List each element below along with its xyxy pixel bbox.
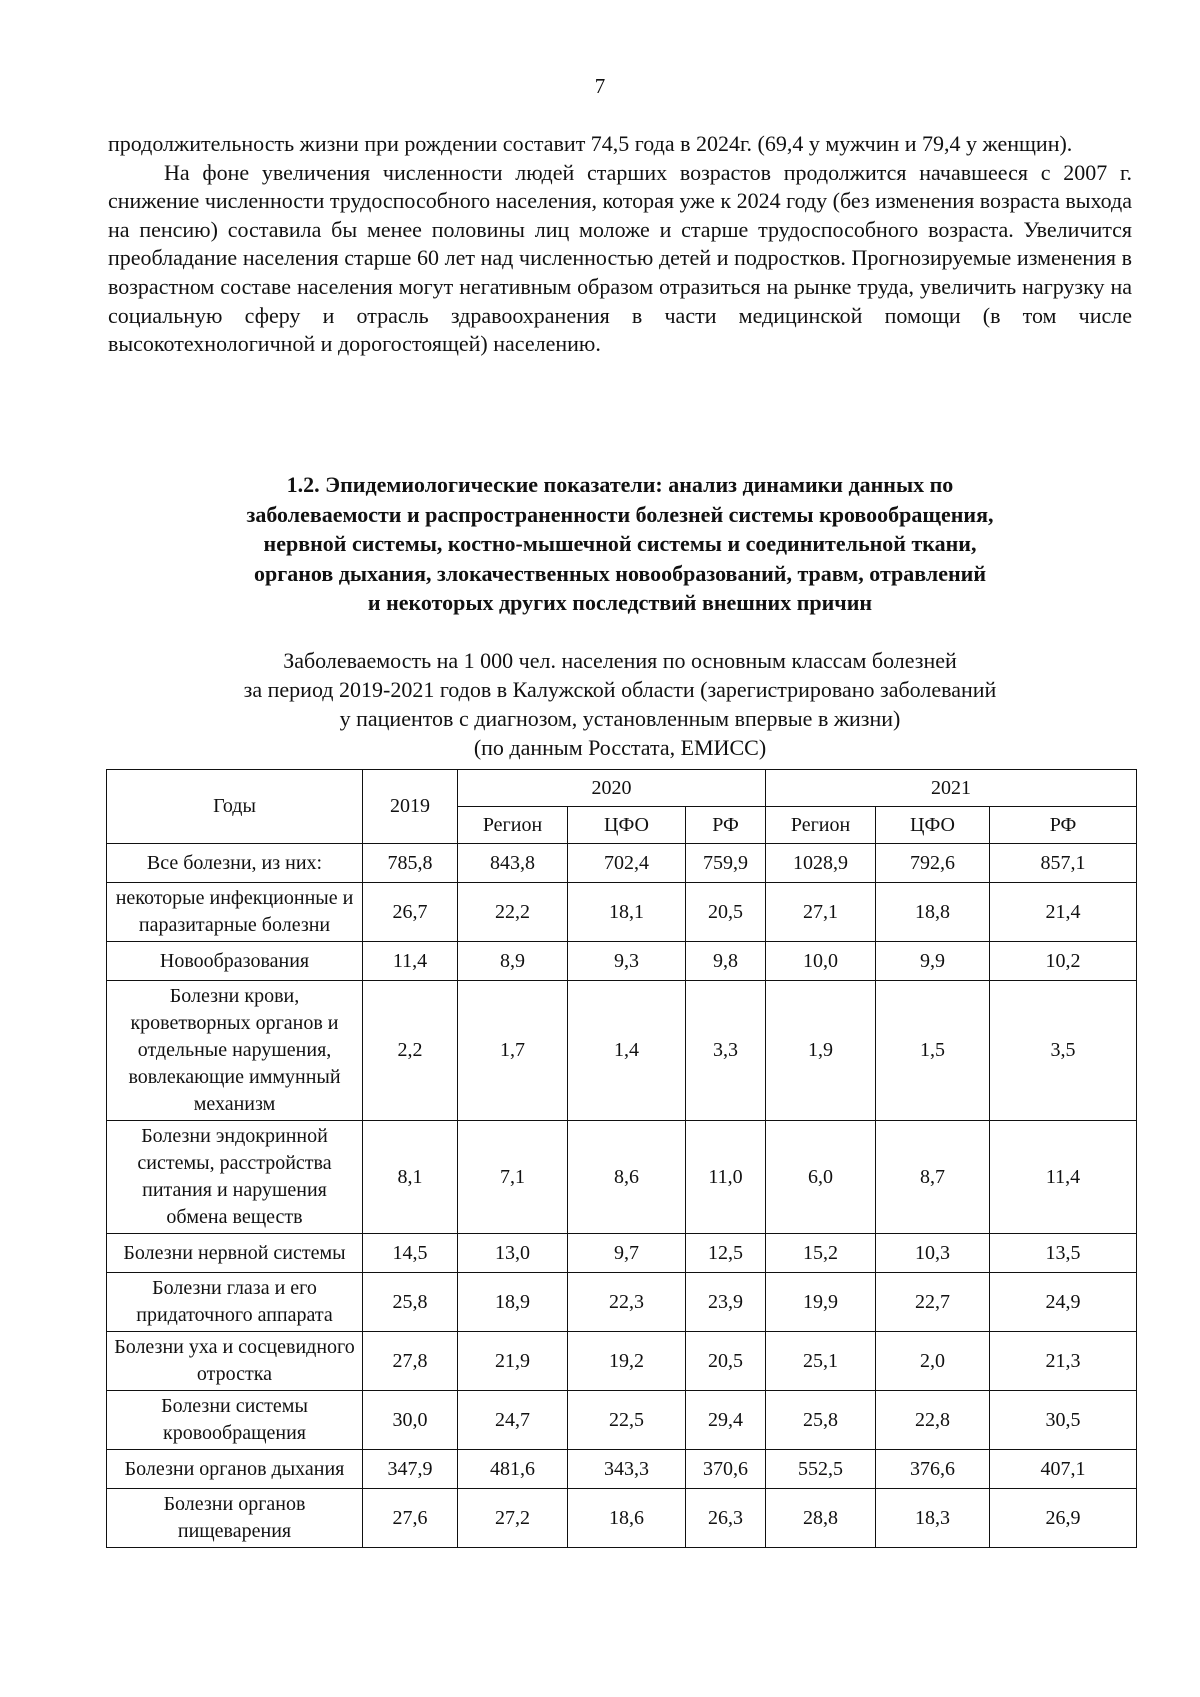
paragraph-continuation: продолжительность жизни при рождении составит 74,5 года в 2024г. (69,4 у мужчин и 79,4 у женщин). — [108, 131, 1073, 156]
caption-line: Заболеваемость на 1 000 чел. населения по основным классам болезней — [283, 648, 957, 673]
table-cell: 27,1 — [766, 883, 876, 942]
table-row — [107, 942, 1137, 981]
table-cell: 28,8 — [766, 1489, 876, 1548]
table-cell: 857,1 — [990, 844, 1137, 883]
table-cell: 12,5 — [686, 1234, 766, 1273]
table-cell: 8,9 — [458, 942, 568, 981]
row-label: Болезни глаза и его придаточного аппарата — [107, 1273, 363, 1332]
table-cell: 8,6 — [568, 1121, 686, 1234]
header-2021: 2021 — [766, 770, 1137, 807]
header-2020-cfd: ЦФО — [568, 807, 686, 844]
table-cell: 10,2 — [990, 942, 1137, 981]
table-cell: 702,4 — [568, 844, 686, 883]
table-cell: 10,0 — [766, 942, 876, 981]
table-cell: 22,5 — [568, 1391, 686, 1450]
caption-line: у пациентов с диагнозом, установленным впервые в жизни) — [339, 706, 901, 731]
table-cell: 2,0 — [876, 1332, 990, 1391]
table-cell: 15,2 — [766, 1234, 876, 1273]
table-cell: 11,4 — [363, 942, 458, 981]
table-cell: 13,5 — [990, 1234, 1137, 1273]
page-number: 7 — [594, 74, 606, 98]
table-cell: 7,1 — [458, 1121, 568, 1234]
heading-line: органов дыхания, злокачественных новообразований, травм, отравлений — [253, 560, 987, 586]
table-cell: 30,5 — [990, 1391, 1137, 1450]
row-label: Все болезни, из них: — [107, 844, 363, 883]
table-body — [107, 844, 1137, 1548]
table-cell: 26,9 — [990, 1489, 1137, 1548]
morbidity-table — [106, 769, 1137, 1548]
table-cell: 1,9 — [766, 981, 876, 1121]
header-years: Годы — [107, 770, 363, 844]
table-cell: 25,8 — [363, 1273, 458, 1332]
table-cell: 792,6 — [876, 844, 990, 883]
table-cell: 9,8 — [686, 942, 766, 981]
table-cell: 9,7 — [568, 1234, 686, 1273]
table-cell: 24,9 — [990, 1273, 1137, 1332]
row-label: Новообразования — [107, 942, 363, 981]
table-cell: 343,3 — [568, 1450, 686, 1489]
table-cell: 785,8 — [363, 844, 458, 883]
table-cell: 347,9 — [363, 1450, 458, 1489]
header-2021-cfd: ЦФО — [876, 807, 990, 844]
table-cell: 22,7 — [876, 1273, 990, 1332]
table-row — [107, 1489, 1137, 1548]
table-caption — [108, 646, 1132, 762]
table-cell: 843,8 — [458, 844, 568, 883]
table-cell: 11,4 — [990, 1121, 1137, 1234]
section-heading — [108, 470, 1132, 618]
caption-line: (по данным Росстата, ЕМИСС) — [473, 735, 767, 760]
table-row — [107, 1450, 1137, 1489]
table-cell: 1,5 — [876, 981, 990, 1121]
table-cell: 18,9 — [458, 1273, 568, 1332]
table-cell: 8,7 — [876, 1121, 990, 1234]
table-row — [107, 1273, 1137, 1332]
table-cell: 1028,9 — [766, 844, 876, 883]
table-row — [107, 844, 1137, 883]
table-cell: 27,8 — [363, 1332, 458, 1391]
table-row — [107, 981, 1137, 1121]
table-cell: 21,4 — [990, 883, 1137, 942]
row-label: некоторые инфекционные и паразитарные болезни — [107, 883, 363, 942]
table-row — [107, 1391, 1137, 1450]
table-cell: 25,8 — [766, 1391, 876, 1450]
header-2019: 2019 — [363, 770, 458, 844]
table-row — [107, 1234, 1137, 1273]
heading-line: 1.2. Эпидемиологические показатели: анализ динамики данных по — [286, 472, 954, 497]
table-header — [107, 770, 1137, 844]
heading-line: нервной системы, костно-мышечной системы и соединительной ткани, — [263, 531, 977, 556]
table-cell: 13,0 — [458, 1234, 568, 1273]
table-cell: 370,6 — [686, 1450, 766, 1489]
table-cell: 18,8 — [876, 883, 990, 942]
table-cell: 18,1 — [568, 883, 686, 942]
table-cell: 14,5 — [363, 1234, 458, 1273]
table-cell: 22,2 — [458, 883, 568, 942]
row-label: Болезни органов дыхания — [107, 1450, 363, 1489]
table-cell: 3,5 — [990, 981, 1137, 1121]
row-label: Болезни крови, кроветворных органов и отдельные нарушения, вовлекающие иммунный механизм — [107, 981, 363, 1121]
table-cell: 27,2 — [458, 1489, 568, 1548]
table-cell: 10,3 — [876, 1234, 990, 1273]
table-cell: 26,3 — [686, 1489, 766, 1548]
header-2020-region: Регион — [458, 807, 568, 844]
table-cell: 2,2 — [363, 981, 458, 1121]
table-row — [107, 1332, 1137, 1391]
table-row — [107, 883, 1137, 942]
table-cell: 11,0 — [686, 1121, 766, 1234]
table-cell: 1,4 — [568, 981, 686, 1121]
row-label: Болезни уха и сосцевидного отростка — [107, 1332, 363, 1391]
table-cell: 9,9 — [876, 942, 990, 981]
table-cell: 30,0 — [363, 1391, 458, 1450]
table-cell: 21,9 — [458, 1332, 568, 1391]
heading-line: и некоторых других последствий внешних причин — [367, 590, 873, 615]
header-2021-region: Регион — [766, 807, 876, 844]
header-2020: 2020 — [458, 770, 766, 807]
table-cell: 8,1 — [363, 1121, 458, 1234]
table-cell: 481,6 — [458, 1450, 568, 1489]
header-2020-rf: РФ — [686, 807, 766, 844]
table-cell: 6,0 — [766, 1121, 876, 1234]
table-cell: 26,7 — [363, 883, 458, 942]
heading-line: заболеваемости и распространенности болезней системы кровообращения, — [246, 501, 994, 527]
table-cell: 20,5 — [686, 883, 766, 942]
header-row-years — [107, 770, 1137, 807]
paragraph-demographics: На фоне увеличения численности людей старших возрастов продолжится начавшееся с 2007 г. снижение численности трудоспособного населения, которая уже к 2024 году (без изменения возраста выхода на пенсию) составила бы менее половины лиц моложе и старше трудоспособного возраста. Увеличится преобладание населения старше 60 лет над численностью детей и подростков. Прогнозируемые изменения в возрастном составе населения могут негативным образом отразиться на рынке труда, увеличить нагрузку на социальную сферу и отрасль здравоохранения в части медицинской помощи (в том числе высокотехнологичной и дорогостоящей) населению. — [108, 159, 1132, 357]
table-row — [107, 1121, 1137, 1234]
table-cell: 25,1 — [766, 1332, 876, 1391]
table-cell: 407,1 — [990, 1450, 1137, 1489]
caption-line: за период 2019-2021 годов в Калужской области (зарегистрировано заболеваний — [243, 677, 997, 702]
table-cell: 21,3 — [990, 1332, 1137, 1391]
table-cell: 3,3 — [686, 981, 766, 1121]
table-cell: 27,6 — [363, 1489, 458, 1548]
table-cell: 19,2 — [568, 1332, 686, 1391]
row-label: Болезни нервной системы — [107, 1234, 363, 1273]
table-cell: 29,4 — [686, 1391, 766, 1450]
table-cell: 376,6 — [876, 1450, 990, 1489]
table-cell: 24,7 — [458, 1391, 568, 1450]
table-cell: 19,9 — [766, 1273, 876, 1332]
table-cell: 9,3 — [568, 942, 686, 981]
table-cell: 1,7 — [458, 981, 568, 1121]
table-cell: 22,8 — [876, 1391, 990, 1450]
table-cell: 18,3 — [876, 1489, 990, 1548]
table-cell: 20,5 — [686, 1332, 766, 1391]
table-cell: 22,3 — [568, 1273, 686, 1332]
table-cell: 23,9 — [686, 1273, 766, 1332]
header-2021-rf: РФ — [990, 807, 1137, 844]
table-cell: 18,6 — [568, 1489, 686, 1548]
row-label: Болезни эндокринной системы, расстройства питания и нарушения обмена веществ — [107, 1121, 363, 1234]
row-label: Болезни системы кровообращения — [107, 1391, 363, 1450]
table-cell: 759,9 — [686, 844, 766, 883]
body-text — [108, 130, 1132, 359]
row-label: Болезни органов пищеварения — [107, 1489, 363, 1548]
table-cell: 552,5 — [766, 1450, 876, 1489]
